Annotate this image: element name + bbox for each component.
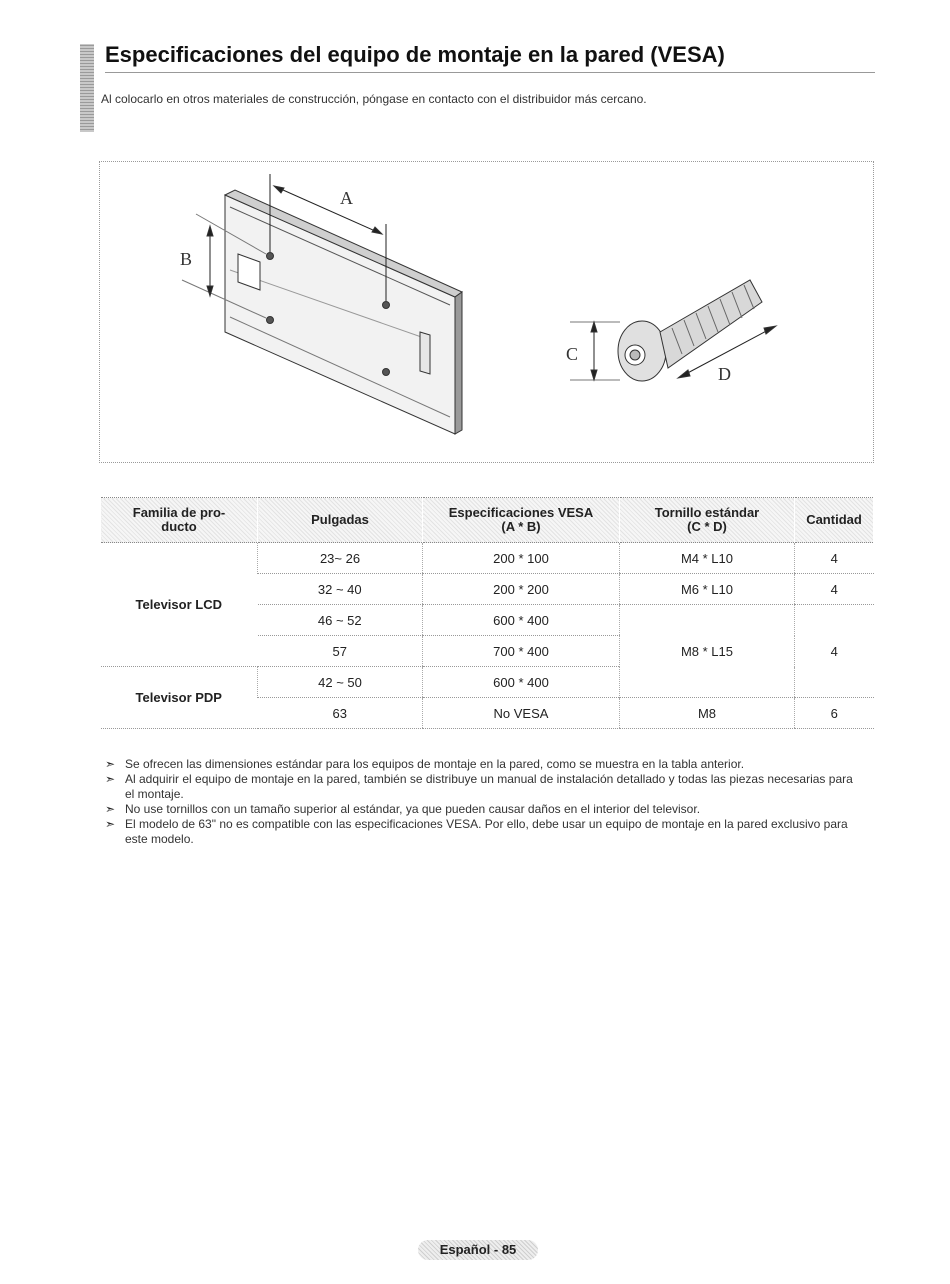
vesa-cell: 200 * 100	[423, 543, 620, 574]
header-family-line1: Familia de pro-	[132, 505, 226, 520]
inches-cell: 57	[258, 636, 423, 667]
qty-cell: 4	[795, 543, 874, 574]
tv-back-illustration	[182, 174, 462, 434]
inches-cell: 46 ~ 52	[258, 605, 423, 636]
family-cell-pdp: Televisor PDP	[101, 667, 258, 729]
header-screw-line1: Tornillo estándar	[654, 505, 760, 520]
inches-cell: 32 ~ 40	[258, 574, 423, 605]
vesa-cell: 600 * 400	[423, 605, 620, 636]
dimension-label-a: A	[340, 188, 353, 208]
notes-list	[105, 757, 865, 847]
inches-cell: 23~ 26	[258, 543, 423, 574]
note-arrow-icon: ➣	[105, 817, 116, 831]
header-family	[101, 498, 258, 543]
mount-hole-icon	[383, 369, 390, 376]
note-item	[105, 772, 865, 802]
qty-cell: 4	[795, 574, 874, 605]
screw-illustration	[570, 280, 776, 381]
inches-cell: 42 ~ 50	[258, 667, 423, 698]
diagram-svg	[100, 162, 875, 464]
header-vesa-line1: Especificaciones VESA	[448, 505, 594, 520]
dimension-label-c: C	[566, 344, 579, 364]
screw-cell: M4 * L10	[620, 543, 795, 574]
note-text: Se ofrecen las dimensiones estándar para los equipos de montaje en la pared, como se muestra en la tabla anterior.	[125, 757, 745, 771]
table-row	[101, 543, 874, 574]
mount-hole-icon	[383, 302, 390, 309]
note-text: El modelo de 63" no es compatible con las especificaciones VESA. Por ello, debe usar un equipo de montaje en la pared exclusivo para este modelo.	[125, 817, 848, 846]
screw-cell-merged: M8 * L15	[620, 605, 795, 698]
page-number-badge: Español - 85	[418, 1240, 538, 1260]
note-item	[105, 817, 865, 847]
note-text: No use tornillos con un tamaño superior al estándar, ya que pueden causar daños en el interior del televisor.	[125, 802, 701, 816]
table-header-row	[101, 498, 874, 543]
note-item	[105, 802, 865, 817]
note-item	[105, 757, 865, 772]
header-screw-line2: (C * D)	[687, 519, 727, 534]
qty-cell: 6	[795, 698, 874, 729]
vesa-cell: 200 * 200	[423, 574, 620, 605]
header-inches: Pulgadas	[258, 498, 423, 543]
qty-cell-merged: 4	[795, 605, 874, 698]
note-arrow-icon: ➣	[105, 757, 116, 771]
note-arrow-icon: ➣	[105, 772, 116, 786]
screw-cell: M6 * L10	[620, 574, 795, 605]
inches-cell: 63	[258, 698, 423, 729]
mounting-diagram	[99, 161, 874, 463]
family-cell-lcd: Televisor LCD	[101, 543, 258, 667]
vesa-cell: 700 * 400	[423, 636, 620, 667]
mount-hole-icon	[267, 317, 274, 324]
dimension-label-d: D	[718, 364, 731, 384]
vesa-spec-table	[100, 497, 874, 729]
screw-cell: M8	[620, 698, 795, 729]
note-text: Al adquirir el equipo de montaje en la pared, también se distribuye un manual de instalación detallado y todas las piezas necesarias para el montaje.	[125, 772, 853, 801]
header-screw	[620, 498, 795, 543]
note-arrow-icon: ➣	[105, 802, 116, 816]
header-vesa	[423, 498, 620, 543]
header-family-line2: ducto	[161, 519, 197, 534]
header-vesa-line2: (A * B)	[501, 519, 541, 534]
header-qty: Cantidad	[795, 498, 874, 543]
dimension-label-b: B	[180, 249, 193, 269]
intro-text: Al colocarlo en otros materiales de construcción, póngase en contacto con el distribuidor más cercano.	[101, 92, 647, 106]
mount-hole-icon	[267, 253, 274, 260]
page-title: Especificaciones del equipo de montaje en la pared (VESA)	[105, 42, 875, 73]
vesa-cell: No VESA	[423, 698, 620, 729]
section-marker	[80, 44, 94, 132]
vesa-cell: 600 * 400	[423, 667, 620, 698]
